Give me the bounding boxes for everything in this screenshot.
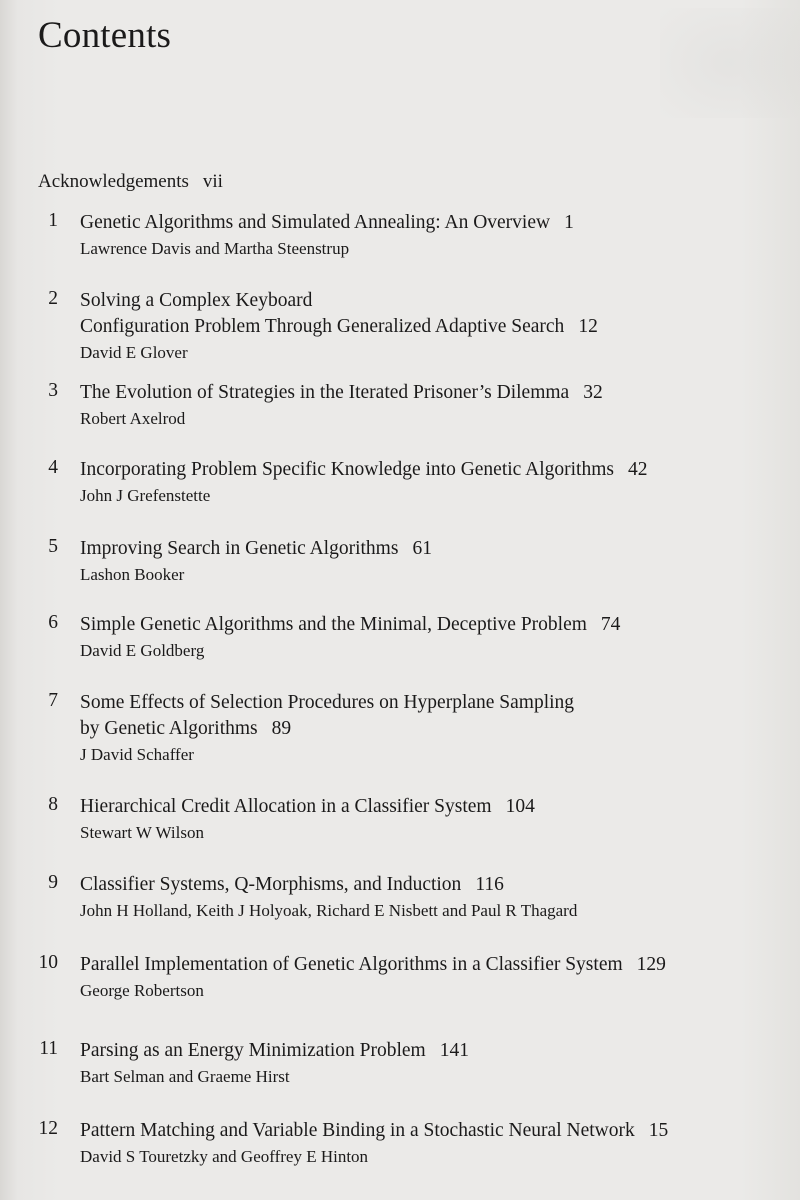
chapter-authors: J David Schaffer — [80, 745, 194, 764]
chapter-title-text: Pattern Matching and Variable Binding in a Stochastic Neural Network — [80, 1120, 635, 1141]
chapter-title-text: Simple Genetic Algorithms and the Minimal, Deceptive Problem — [80, 614, 587, 635]
chapter-number: 6 — [48, 612, 58, 633]
chapter-page-number: 74 — [600, 614, 621, 635]
chapter-number: 2 — [48, 288, 58, 309]
chapter-title-line — [80, 952, 800, 978]
chapter-page-number: 61 — [412, 538, 432, 559]
chapter-body — [80, 210, 800, 261]
chapter-title-text: Some Effects of Selection Procedures on Hyperplane Sampling — [80, 692, 575, 713]
chapter-page-number: 116 — [475, 874, 504, 895]
chapter-page-number: 129 — [636, 954, 666, 975]
chapter-authors: Robert Axelrod — [80, 409, 186, 428]
chapter-page-number: 104 — [505, 796, 535, 817]
chapter-number: 11 — [39, 1038, 58, 1059]
chapter-title-line — [80, 1038, 800, 1064]
show-through-shadow — [660, 8, 800, 118]
acknowledgements-entry — [38, 171, 223, 193]
chapter-title-text: The Evolution of Strategies in the Iterated Prisoner’s Dilemma — [80, 382, 570, 403]
chapter-number: 10 — [38, 952, 58, 973]
chapter-title-line — [80, 690, 800, 716]
chapter-title-line — [80, 314, 800, 340]
chapter-number: 7 — [48, 690, 58, 711]
chapter-title-line — [80, 1118, 800, 1144]
chapter-body — [80, 612, 800, 663]
chapter-title-line — [80, 210, 800, 236]
chapter-authors: David E Goldberg — [80, 641, 205, 660]
chapter-body — [80, 1038, 800, 1089]
chapter-title-line — [80, 536, 800, 562]
chapter-title-text: Solving a Complex Keyboard — [80, 290, 313, 311]
chapter-body — [80, 690, 800, 767]
chapter-number: 1 — [48, 210, 58, 231]
chapter-number: 5 — [48, 536, 58, 557]
acknowledgements-page: vii — [202, 171, 223, 192]
chapter-authors: George Robertson — [80, 981, 204, 1000]
chapter-page-number: 32 — [583, 382, 603, 403]
chapter-title-line — [80, 288, 800, 314]
chapter-title-text: Configuration Problem Through Generalized Adaptive Search — [80, 316, 565, 337]
chapter-title-text: Improving Search in Genetic Algorithms — [80, 538, 399, 559]
chapter-title-text: Parsing as an Energy Minimization Problem — [80, 1040, 426, 1061]
chapter-title-text: Classifier Systems, Q-Morphisms, and Induction — [80, 874, 462, 895]
chapter-page-number: 89 — [271, 718, 292, 739]
chapter-title-text: Genetic Algorithms and Simulated Annealing: An Overview — [80, 212, 551, 233]
chapter-page-number: 15 — [648, 1120, 669, 1141]
chapter-body — [80, 952, 800, 1003]
chapter-body — [80, 1118, 800, 1169]
chapter-authors: Lashon Booker — [80, 565, 185, 584]
chapter-body — [80, 380, 800, 431]
chapter-body — [80, 794, 800, 845]
chapter-body — [80, 457, 800, 508]
chapter-title-line — [80, 380, 800, 406]
chapter-body — [80, 288, 800, 365]
chapter-authors: David S Touretzky and Geoffrey E Hinton — [80, 1147, 369, 1166]
chapter-number: 8 — [48, 794, 58, 815]
chapter-authors: David E Glover — [80, 343, 188, 362]
chapter-title-line — [80, 457, 800, 483]
chapter-title-line — [80, 794, 800, 820]
chapter-title-text: Parallel Implementation of Genetic Algorithms in a Classifier System — [80, 954, 623, 975]
chapter-number: 9 — [48, 872, 58, 893]
page-title: Contents — [38, 15, 172, 56]
chapter-authors: Bart Selman and Graeme Hirst — [80, 1067, 290, 1086]
chapter-body — [80, 872, 800, 923]
chapter-page-number: 1 — [564, 212, 574, 233]
chapter-title-line — [80, 716, 800, 742]
chapter-title-text: Hierarchical Credit Allocation in a Classifier System — [80, 796, 492, 817]
chapter-number: 12 — [38, 1118, 58, 1139]
acknowledgements-label: Acknowledgements — [38, 171, 189, 192]
chapter-title-text: by Genetic Algorithms — [80, 718, 258, 739]
chapter-authors: John J Grefenstette — [80, 486, 211, 505]
chapter-page-number: 12 — [578, 316, 598, 337]
chapter-title-line — [80, 872, 800, 898]
chapter-authors: John H Holland, Keith J Holyoak, Richard E Nisbett and Paul R Thagard — [80, 901, 578, 920]
chapter-authors: Stewart W Wilson — [80, 823, 204, 842]
chapter-title-line — [80, 612, 800, 638]
chapter-page-number: 141 — [439, 1040, 469, 1061]
chapter-authors: Lawrence Davis and Martha Steenstrup — [80, 239, 350, 258]
chapter-body — [80, 536, 800, 587]
chapter-number: 4 — [48, 457, 58, 478]
chapter-title-text: Incorporating Problem Specific Knowledge into Genetic Algorithms — [80, 459, 614, 480]
chapter-page-number: 42 — [627, 459, 648, 480]
chapter-number: 3 — [48, 380, 58, 401]
